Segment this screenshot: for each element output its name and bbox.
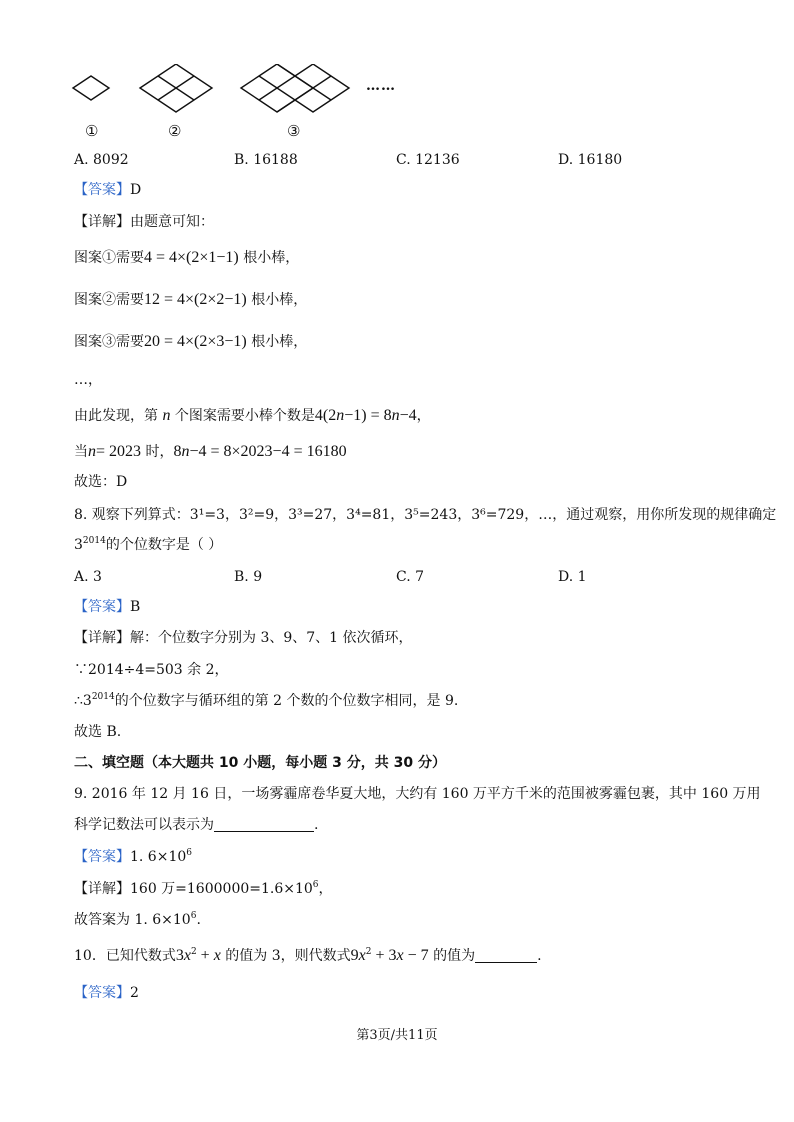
section-title: 二、填空题（本大题共 10 小题，每小题 3 分，共 30 分） (74, 755, 446, 771)
q9-stem-2 (74, 815, 318, 835)
detail-exponent: 6 (312, 880, 319, 890)
var-n: n (391, 407, 400, 424)
q7-step-3 (74, 332, 307, 352)
step-text: 图案③需要 (74, 334, 144, 350)
q8-option-b: B. 9 (234, 569, 263, 585)
when-math: = 2023 (96, 443, 142, 460)
q10-answer-value: 2 (130, 985, 139, 1001)
q10-math: + (196, 947, 214, 964)
answer-tag: 【答案】 (74, 849, 130, 865)
q10-stem-text: 的值为 (433, 948, 476, 964)
detail-text: ∴3 (74, 693, 92, 709)
detail-tag: 【详解】 (74, 214, 130, 230)
pattern-2-lattice (140, 64, 212, 112)
q7-step-2 (74, 290, 307, 310)
q8-choose: 故选 B. (74, 724, 122, 740)
find-math: −4 (399, 407, 417, 424)
step-math: 20 = 4×(2×3−1) (144, 333, 247, 350)
q7-pattern-found (74, 406, 431, 426)
q9-stem-text: 科学记数法可以表示为 (74, 817, 214, 833)
q10-stem (74, 946, 542, 966)
figure-label-1: ① (85, 122, 99, 140)
q8-option-a: A. 3 (74, 569, 102, 585)
q9-answer-exponent: 6 (186, 848, 192, 858)
q8-detail-1 (74, 628, 413, 648)
q8-answer (74, 597, 140, 617)
step-text: 根小棒， (243, 250, 300, 266)
q8-stem: 8. 观察下列算式：3¹=3，3²=9，3³=27，3⁴=81，3⁵=243，3⁶=729，…，通过观察，用你所发现的规律确定 (74, 507, 777, 523)
q9-conclusion (74, 910, 201, 930)
find-text: ， (416, 408, 431, 424)
q10-answer (74, 983, 139, 1003)
conclusion-text: 故答案为 1. 6×10 (74, 912, 191, 928)
conclusion-exponent: 6 (190, 911, 197, 921)
step-text: 图案②需要 (74, 292, 144, 308)
q10-math: 9 (350, 947, 359, 964)
step-math: 4 = 4×(2×1−1) (144, 249, 239, 266)
q8-answer-value: B (130, 599, 141, 615)
answer-tag: 【答案】 (74, 985, 130, 1001)
q7-step-1 (74, 248, 299, 268)
q7-substitution (74, 442, 347, 462)
q8-option-d: D. 1 (558, 569, 587, 585)
pattern-1-rhombus (73, 76, 109, 100)
conclusion-text: . (196, 912, 201, 928)
q8-detail-3 (74, 691, 458, 711)
q7-option-c: C. 12136 (396, 152, 460, 168)
figure-label-2: ② (168, 122, 182, 140)
figure-label-3: ③ (287, 122, 301, 140)
var-n: n (88, 443, 96, 460)
detail-tag: 【详解】 (74, 630, 130, 646)
when-text: 时， (145, 444, 174, 460)
find-math: 4(2 (314, 407, 337, 424)
detail-text: 的个位数字与循环组的第 2 个数的个位数字相同，是 9. (114, 693, 459, 709)
pattern-3-lattice (241, 64, 349, 112)
q10-math: + 3 (371, 947, 397, 964)
q8-exponent: 2014 (82, 536, 106, 546)
step-math: 12 = 4×(2×2−1) (144, 291, 247, 308)
var-n: n (336, 407, 345, 424)
var-n: n (181, 443, 190, 460)
when-math: 8 (173, 443, 182, 460)
q8-stem-text: 的个位数字是（ ） (105, 537, 223, 553)
find-math: −1) = 8 (344, 407, 392, 424)
step-text: 图案①需要 (74, 250, 144, 266)
q10-exponent: 2 (190, 947, 197, 957)
var-n: n (162, 407, 171, 424)
answer-tag: 【答案】 (74, 182, 130, 198)
q7-answer-value: D (130, 182, 142, 198)
q10-stem-text: 10．已知代数式 (74, 948, 176, 964)
var-x: x (396, 947, 404, 964)
q10-math: − 7 (403, 947, 429, 964)
var-x: x (213, 947, 221, 964)
q10-exponent: 2 (365, 947, 372, 957)
find-text: 由此发现，第 (74, 408, 158, 424)
q8-exponent: 2014 (91, 692, 115, 702)
detail-text: 由题意可知： (130, 214, 214, 230)
when-math: −4 = 8×2023−4 = 16180 (189, 443, 347, 460)
q7-answer (74, 180, 141, 200)
page-footer: 第3页/共11页 (356, 1028, 438, 1043)
detail-text: ， (318, 881, 333, 897)
q7-option-b: B. 16188 (234, 152, 298, 168)
figure-ellipsis: …… (366, 78, 396, 94)
q7-option-d: D. 16180 (558, 152, 623, 168)
q10-answer-blank (475, 948, 537, 963)
var-x: x (358, 947, 366, 964)
q9-stem-1: 9. 2016 年 12 月 16 日，一场雾霾席卷华夏大地，大约有 160 万平方千米的范围被雾霾包裹，其中 160 万用 (74, 786, 761, 802)
q7-option-a: A. 8092 (74, 152, 129, 168)
q10-stem-text: 的值为 3，则代数式 (225, 948, 351, 964)
q7-detail-intro (74, 212, 214, 232)
when-text: 当 (74, 444, 88, 460)
q10-math: 3 (175, 947, 184, 964)
detail-text: 解：个位数字分别为 3、9、7、1 依次循环， (130, 630, 413, 646)
q8-detail-2: ∵2014÷4=503 余 2， (74, 662, 229, 678)
step-text: 根小棒， (251, 334, 308, 350)
q10-stem-text: . (537, 948, 542, 964)
step-text: 根小棒， (251, 292, 308, 308)
q9-answer-blank (214, 817, 314, 832)
q8-option-c: C. 7 (396, 569, 425, 585)
q9-detail (74, 879, 333, 899)
detail-tag: 【详解】 (74, 881, 130, 897)
answer-tag: 【答案】 (74, 599, 130, 615)
find-text: 个图案需要小棒个数是 (174, 408, 315, 424)
detail-text: 160 万=1600000=1.6×10 (130, 881, 313, 897)
q9-stem-text: . (314, 817, 319, 833)
q9-answer-value: 1. 6×10 (130, 849, 187, 865)
q8-stem-2 (74, 535, 222, 555)
q9-answer (74, 847, 192, 867)
q8-base: 3 (74, 537, 83, 553)
var-x: x (183, 947, 191, 964)
q7-ellipsis: …， (74, 372, 102, 388)
q7-choose: 故选：D (74, 474, 128, 490)
